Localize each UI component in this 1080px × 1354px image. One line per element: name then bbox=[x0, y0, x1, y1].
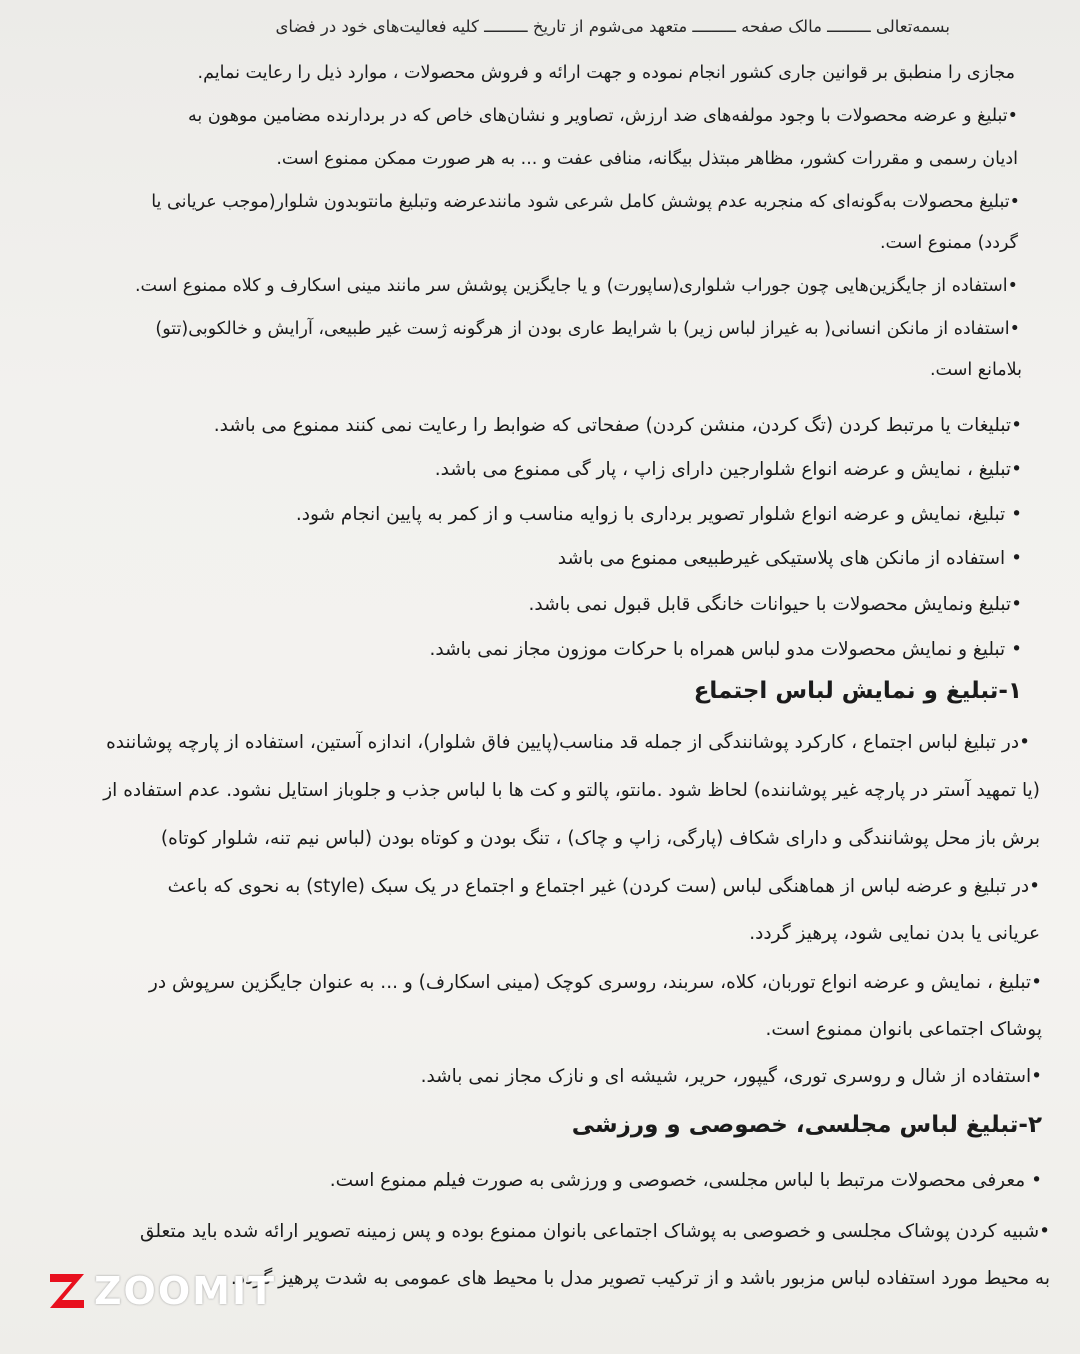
rule-line: •استفاده از جایگزین‌هایی چون جوراب شلواری(ساپورت) و یا جایگزین پوشش سر مانند مینی اسکارف و کلاه ممنوع است. bbox=[134, 276, 1018, 296]
rule-line: •تبلیغ ، نمایش و عرضه انواع شلوارجین دارای زاپ ، پار گی ممنوع می باشد. bbox=[434, 459, 1022, 480]
rule-line: •تبلیغ ونمایش محصولات با حیوانات خانگی قابل قبول نمی باشد. bbox=[528, 594, 1022, 615]
rule-line: • تبلیغ و نمایش محصولات مدو لباس همراه با حرکات موزون مجاز نمی باشد. bbox=[429, 639, 1022, 660]
rule-line: •استفاده از مانکن انسانی( به غیراز لباس زیر) با شرایط عاری بودن از هرگونه ژست غیر طبیعی، آرایش و خالکوبی(تتو) bbox=[155, 319, 1020, 339]
section-line: پوشاک اجتماعی بانوان ممنوع است. bbox=[765, 1019, 1042, 1040]
rule-line: •تبلیغات یا مرتبط کردن (تگ کردن، منشن کردن) صفحاتی که ضوابط را رعایت نمی کنند ممنوع می باشد. bbox=[213, 415, 1022, 436]
brand-name: ZOOMIT bbox=[94, 1269, 277, 1313]
section-heading: ۲-تبلیغ لباس مجلسی، خصوصی و ورزشی bbox=[571, 1112, 1042, 1138]
section-heading: ۱-تبلیغ و نمایش لباس اجتماع bbox=[693, 678, 1022, 704]
zoomit-watermark bbox=[44, 1266, 276, 1316]
rule-line: گردد) ممنوع است. bbox=[879, 233, 1018, 253]
section-line: •در تبلیغ لباس اجتماع ، کارکرد پوشانندگی از جمله قد مناسب(پایین فاق شلوار)، اندازه آستین، استفاده از پارچه پوشاننده bbox=[106, 732, 1030, 753]
section-line: •تبلیغ ، نمایش و عرضه انواع توربان، کلاه، سربند، روسری کوچک (مینی اسکارف) و ... به عنوان جایگزین سرپوش در bbox=[148, 972, 1042, 993]
intro-line: مجازی را منطبق بر قوانین جاری کشور انجام نموده و جهت ارائه و فروش محصولات ، موارد ذیل را رعایت نمایم. bbox=[197, 63, 1015, 83]
section-line: •در تبلیغ و عرضه لباس از هماهنگی لباس (ست کردن) غیر اجتماع و اجتماع در یک سبک (style) به نحوی که باعث bbox=[167, 876, 1040, 897]
rule-line: بلامانع است. bbox=[929, 360, 1022, 380]
rule-line: •تبلیغ و عرضه محصولات با وجود مولفه‌های ضد ارزش، تصاویر و نشان‌های خاص که در بردارنده مضامین موهون به bbox=[188, 106, 1018, 126]
section-line: عریانی یا بدن نمایی شود، پرهیز گردد. bbox=[749, 923, 1040, 944]
rule-line: ادیان رسمی و مقررات کشور، مظاهر مبتذل بیگانه، منافی عفت و ... به هر صورت ممکن ممنوع است. bbox=[276, 149, 1018, 169]
section-line: •استفاده از شال و روسری توری، گیپور، حریر، شیشه ای و نازک مجاز نمی باشد. bbox=[420, 1066, 1042, 1087]
section-line: (یا تمهید آستر در پارچه غیر پوشاننده) لحاظ شود .مانتو، پالتو و کت ها با لباس جذب و جلوباز استایل نشود. عدم استفاده از bbox=[103, 780, 1040, 801]
rule-line: • استفاده از مانکن های پلاستیکی غیرطبیعی ممنوع می باشد bbox=[557, 548, 1022, 569]
section-line: •شبیه کردن پوشاک مجلسی و خصوصی به پوشاک اجتماعی بانوان ممنوع بوده و پس زمینه تصویر ارائه شده باید متعلق bbox=[139, 1221, 1050, 1242]
section-line: • معرفی محصولات مرتبط با لباس مجلسی، خصوصی و ورزشی به صورت فیلم ممنوع است. bbox=[329, 1170, 1042, 1191]
rule-line: • تبلیغ، نمایش و عرضه انواع شلوار تصویر برداری با زوایه مناسب و از کمر به پایین انجام شود. bbox=[295, 504, 1022, 525]
rule-line: •تبلیغ محصولات به‌گونه‌ای که منجربه عدم پوشش کامل شرعی شود مانندعرضه وتبلیغ مانتوبدون شلوار(موجب عریانی یا bbox=[151, 192, 1020, 212]
section-line: برش باز محل پوشانندگی و دارای شکاف (پارگی، زاپ و چاک) ، تنگ بودن و کوتاه بودن (لباس نیم تنه، شلوار کوتاه) bbox=[160, 828, 1040, 849]
header-line: بسمه‌تعالی ـــــــــ مالک صفحه ـــــــــ متعهد می‌شوم از تاریخ ـــــــــ کلیه فعالیت‌های خود در فضای bbox=[275, 17, 950, 36]
zoomit-logo-icon bbox=[44, 1268, 90, 1314]
section-line: به محیط مورد استفاده لباس مزبور باشد و از ترکیب تصویر مدل با محیط های عمومی به شدت پرهیز گردد. bbox=[230, 1268, 1050, 1289]
